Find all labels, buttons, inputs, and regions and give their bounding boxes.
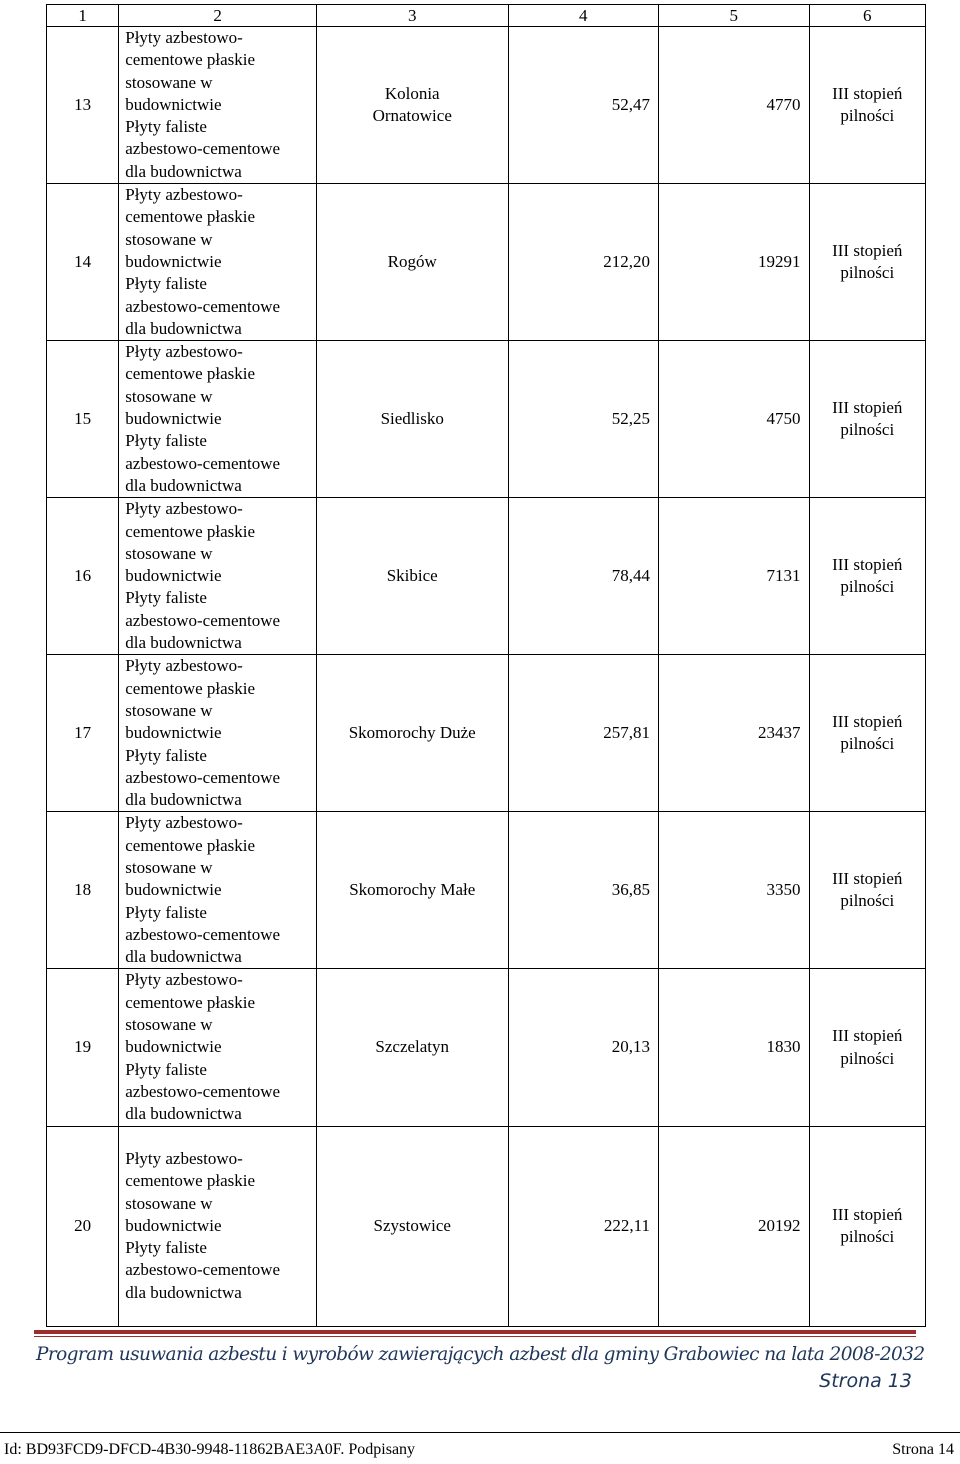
- mass-value-cell: 3350: [659, 812, 810, 969]
- column-header: 5: [659, 5, 810, 27]
- area-value-cell: 257,81: [508, 655, 659, 812]
- urgency-grade-cell: III stopień pilności: [809, 655, 925, 812]
- row-number-cell: 17: [47, 655, 119, 812]
- area-value-cell: 52,25: [508, 341, 659, 498]
- area-value-cell: 78,44: [508, 498, 659, 655]
- table-row: [47, 969, 926, 1126]
- mass-value-cell: 4750: [659, 341, 810, 498]
- urgency-grade-cell: III stopień pilności: [809, 812, 925, 969]
- locality-cell: Skibice: [316, 498, 508, 655]
- row-number-cell: 18: [47, 812, 119, 969]
- mass-value-cell: 20192: [659, 1126, 810, 1326]
- column-header: 1: [47, 5, 119, 27]
- locality-cell: Rogów: [316, 184, 508, 341]
- area-value-cell: 212,20: [508, 184, 659, 341]
- urgency-grade-cell: III stopień pilności: [809, 184, 925, 341]
- asbestos-table: [46, 4, 926, 1327]
- product-type-cell: Płyty azbestowo- cementowe płaskie stosowane w budownictwie Płyty faliste azbestowo-cementowe dla budownictwa: [119, 812, 317, 969]
- area-value-cell: 222,11: [508, 1126, 659, 1326]
- table-row: [47, 27, 926, 184]
- mass-value-cell: 1830: [659, 969, 810, 1126]
- urgency-grade-cell: III stopień pilności: [809, 27, 925, 184]
- footer-rule-thin: [34, 1336, 916, 1337]
- bottom-divider: [0, 1432, 960, 1433]
- area-value-cell: 36,85: [508, 812, 659, 969]
- table-row: [47, 812, 926, 969]
- table-row: [47, 1126, 926, 1326]
- row-number-cell: 14: [47, 184, 119, 341]
- area-value-cell: 20,13: [508, 969, 659, 1126]
- mass-value-cell: 7131: [659, 498, 810, 655]
- table-row: [47, 184, 926, 341]
- table-header-row: [47, 5, 926, 27]
- bottom-page-number: Strona 14: [892, 1441, 954, 1458]
- row-number-cell: 15: [47, 341, 119, 498]
- locality-cell: Szczelatyn: [316, 969, 508, 1126]
- row-number-cell: 20: [47, 1126, 119, 1326]
- locality-cell: Siedlisko: [316, 341, 508, 498]
- locality-cell: Skomorochy Małe: [316, 812, 508, 969]
- footer-program-title: Program usuwania azbestu i wyrobów zawierających azbest dla gminy Grabowiec na lata 2008-2032: [36, 1344, 925, 1365]
- column-header: 3: [316, 5, 508, 27]
- column-header: 6: [809, 5, 925, 27]
- document-id: Id: BD93FCD9-DFCD-4B30-9948-11862BAE3A0F. Podpisany: [4, 1441, 416, 1458]
- row-number-cell: 19: [47, 969, 119, 1126]
- column-header: 4: [508, 5, 659, 27]
- locality-cell: Skomorochy Duże: [316, 655, 508, 812]
- table-row: [47, 341, 926, 498]
- product-type-cell: Płyty azbestowo- cementowe płaskie stosowane w budownictwie Płyty faliste azbestowo-cementowe dla budownictwa: [119, 27, 317, 184]
- mass-value-cell: 4770: [659, 27, 810, 184]
- product-type-cell: Płyty azbestowo- cementowe płaskie stosowane w budownictwie Płyty faliste azbestowo-cementowe dla budownictwa: [119, 655, 317, 812]
- product-type-cell: Płyty azbestowo- cementowe płaskie stosowane w budownictwie Płyty faliste azbestowo-cementowe dla budownictwa: [119, 969, 317, 1126]
- product-type-cell: Płyty azbestowo- cementowe płaskie stosowane w budownictwie Płyty faliste azbestowo-cementowe dla budownictwa: [119, 498, 317, 655]
- urgency-grade-cell: III stopień pilności: [809, 1126, 925, 1326]
- product-type-cell: Płyty azbestowo- cementowe płaskie stosowane w budownictwie Płyty faliste azbestowo-cementowe dla budownictwa: [119, 184, 317, 341]
- locality-cell: Kolonia Ornatowice: [316, 27, 508, 184]
- locality-cell: Szystowice: [316, 1126, 508, 1326]
- urgency-grade-cell: III stopień pilności: [809, 969, 925, 1126]
- row-number-cell: 13: [47, 27, 119, 184]
- table-row: [47, 498, 926, 655]
- product-type-cell: Płyty azbestowo- cementowe płaskie stosowane w budownictwie Płyty faliste azbestowo-cementowe dla budownictwa: [119, 1126, 317, 1326]
- mass-value-cell: 23437: [659, 655, 810, 812]
- footer-page-number: Strona 13: [819, 1370, 912, 1392]
- urgency-grade-cell: III stopień pilności: [809, 498, 925, 655]
- column-header: 2: [119, 5, 317, 27]
- footer-rule-thick: [34, 1330, 916, 1334]
- product-type-cell: Płyty azbestowo- cementowe płaskie stosowane w budownictwie Płyty faliste azbestowo-cementowe dla budownictwa: [119, 341, 317, 498]
- mass-value-cell: 19291: [659, 184, 810, 341]
- row-number-cell: 16: [47, 498, 119, 655]
- table-row: [47, 655, 926, 812]
- urgency-grade-cell: III stopień pilności: [809, 341, 925, 498]
- area-value-cell: 52,47: [508, 27, 659, 184]
